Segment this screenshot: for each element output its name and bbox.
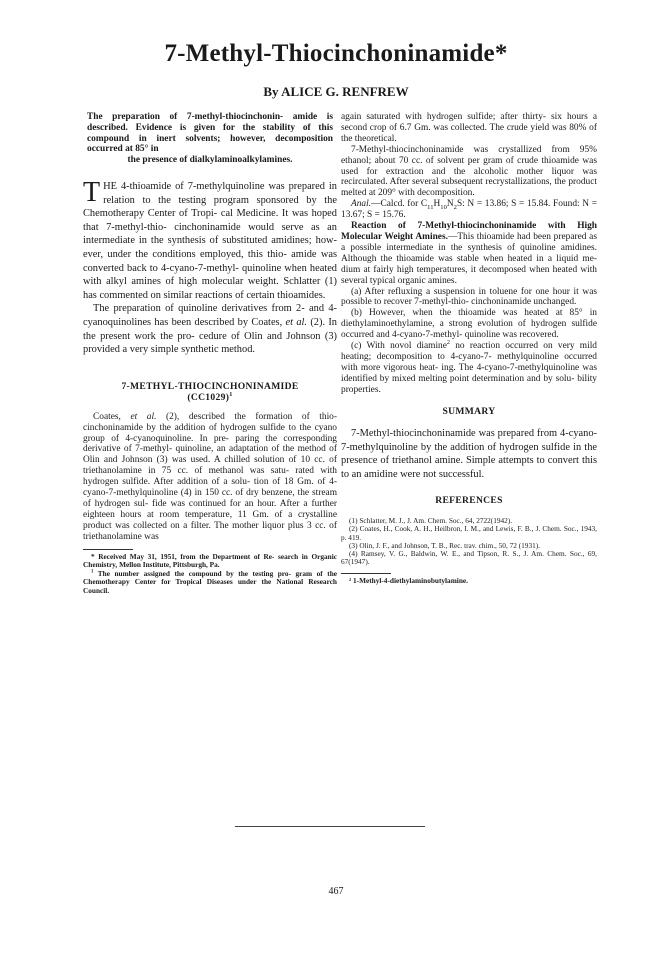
- reaction-item-c: [341, 341, 597, 396]
- abstract-text: The preparation of 7-methyl-thiocinchonin- amide is described. Evidence is given for the stability of this compound in inert solvents; however, decomposition occurred at 85° in: [87, 112, 333, 155]
- intro-paragraph-1: [83, 176, 337, 302]
- footnote-sup: 1: [91, 569, 94, 575]
- abstract-last-line: the presence of dialkylaminoalkylamines.: [127, 155, 293, 166]
- formula-sub-1: 11: [427, 204, 434, 212]
- analysis-text-a: —Calcd. for C: [371, 199, 428, 210]
- compound-code-sup: 1: [229, 391, 233, 399]
- crystallization-paragraph: 7-Methyl-thiocinchoninamide was crystallized from 95% ethanol; about 70 cc. of solvent per gram of crude thioamide was used for extraction and the alcoholic mother liquor was recirculated. After several subsequent recrystallizations, the product melted at 209° with decomposition.: [341, 144, 597, 199]
- footnote-diamine: ² 1-Methyl-4-diethylaminobutylamine.: [349, 575, 468, 585]
- reaction-item-b: [341, 308, 597, 341]
- footnote-compound-text: The number assigned the compound by the testing pro- gram of the Chemotherapy Center for Tropical Diseases under the National Research Council.: [83, 569, 337, 595]
- formula-sub-3: 2: [453, 204, 457, 212]
- article-author: By ALICE G. RENFREW: [263, 84, 409, 99]
- abstract: [87, 112, 333, 166]
- item-c-text-a: With novol diamine: [361, 341, 447, 352]
- right-column: [341, 112, 597, 585]
- yield-paragraph: again saturated with hydrogen sulfide; after thirty- six hours a second crop of 6.7 Gm. was collected. The crude yield was 80% of the theoretical.: [341, 112, 597, 144]
- formula-sub-2: 10: [440, 204, 447, 212]
- left-column: [83, 112, 337, 596]
- references-heading: REFERENCES: [435, 495, 503, 507]
- item-b-text: However, when the thioamide was heated at 85° in diethylaminoethylamine, a strong evolution of hydrogen sulfide occurred and 4-cyano-7-methyl- quinoline was recovered.: [341, 308, 597, 341]
- references-list: [341, 517, 597, 585]
- article-title: 7-Methyl-Thiocinchoninamide*: [164, 40, 508, 67]
- item-a-label: (a): [351, 286, 362, 297]
- method-paragraph: [83, 412, 337, 543]
- reference-item: (1) Schlatter, M. J., J. Am. Chem. Soc., 64, 2722(1942).: [349, 515, 513, 525]
- method-etal: et al.: [130, 411, 157, 422]
- summary-text: 7-Methyl-thiocinchoninamide was prepared from 4-cyano-7-methylquinoline by the addition of hydrogen sulfide in the presence of triethanol amine. Simple attempts to convert this to an amidine were not successful.: [341, 428, 597, 480]
- item-a-text: After refluxing a suspension in toluene for one hour it was possible to recover 7-methyl-thio- cinchoninamide unchanged.: [341, 286, 597, 308]
- footnote-compound-number: [83, 570, 337, 595]
- item-c-sup: 2: [446, 339, 450, 346]
- intro-smallcaps: HE: [103, 180, 117, 192]
- analysis-text-b: H: [433, 199, 441, 210]
- analysis-label: Anal.: [351, 199, 372, 210]
- references-footnote-rule: [341, 573, 391, 574]
- section-heading-code: [83, 392, 337, 404]
- reaction-item-a: [341, 287, 597, 309]
- method-text-b: (2), described the formation of thio- cinchoninamide by the addition of hydrogen sulfide to the cyano group of 4-cyanoquinoline. In pre- paring the corresponding derivative of 7-methyl- quinoline, an adaptation of the method of Olin and Johnson (3) was used. A chilled solution of 10 cc. of triethanolamine in 75 cc. of methanol was satu- rated with hydrogen sulfide. After addition of a solu- tion of 18 Gm. of 4-cyano-7-methylquinoline (4) in 150 cc. of dry benzene, the stream of hydrogen sul- fide was continued for an hour. After a further eighteen hours at room temperature, 11 Gm. of a crystalline product was collected on a filter. The mother liquor plus 3 cc. of triethanolamine was: [83, 411, 337, 542]
- page-number: 467: [328, 886, 344, 897]
- intro-text-1: 4-thioamide of 7-methylquinoline was prepared in relation to the testing program sponsored by the Chemotherapy Center of Tropi- cal Medicine. It was hoped that 7-methyl-thio- cinchoninamide would serve as an intermediate in the synthesis of substituted amidines; how- ever, under the conditions employed, this thio- amide was converted back to 4-cyano-7-methyl- quinoline when heated with alkyl amines of high molecular weight. Schlatter (1) has commented on similar reactions of certain thioamides.: [83, 180, 337, 301]
- reaction-paragraph: [341, 221, 597, 286]
- analysis-text-c: N: [446, 199, 454, 210]
- intro-text-2a: The preparation of quinoline derivatives from 2- and 4-cyanoquinolines has been described by Coates,: [83, 303, 337, 328]
- summary-heading: SUMMARY: [442, 405, 496, 417]
- reaction-text: —This thioamide had been prepared as a possible intermediate in the synthesis of quinoline amidines. Although the thioamide was stable when heated in a liquid me- dium at fairly high temperatures, it decomposed when heated with several typical organic amines.: [341, 231, 597, 286]
- section-heading: [83, 381, 337, 404]
- analysis-paragraph: [341, 199, 597, 221]
- method-text-a: Coates,: [93, 411, 131, 422]
- analysis-text-d: S: N = 13.86; S = 15.84. Found: N = 13.67; S = 15.76.: [341, 199, 597, 221]
- drop-cap: T: [83, 176, 101, 208]
- item-b-label: (b): [351, 308, 362, 319]
- intro-etal: et al.: [285, 316, 308, 328]
- item-c-label: (c): [351, 341, 362, 352]
- intro-paragraph-2: [83, 302, 337, 356]
- item-c-text-b: no reaction occurred on very mild heating; decomposition to 4-cyano-7- methylquinoline occurred with more vigorous heat- ing. The 4-cyano-7-methylquinoline was identified by mixed melting point determination and by solu- bility properties.: [341, 341, 597, 395]
- reference-item: (2) Coates, H., Cook, A. H., Heilbron, I. M., and Lewis, F. B., J. Chem. Soc., 1943, p. 419.: [341, 524, 597, 542]
- bottom-rule: [235, 826, 425, 827]
- reaction-heading: Reaction of 7-Methyl-thiocinchoninamide with High Molecular Weight Amines.: [341, 221, 597, 242]
- section-heading-title: 7-METHYL-THIOCINCHONINAMIDE: [121, 380, 299, 392]
- footnote-received: * Received May 31, 1951, from the Department of Re- search in Organic Chemistry, Mellon Institute, Pittsburgh, Pa.: [83, 551, 337, 569]
- reference-item: (3) Olin, J. F., and Johnson, T. B., Rec. trav. chim., 50, 72 (1931).: [349, 540, 541, 550]
- intro-text-2b: (2). In the present work the pro- cedure of Olin and Johnson (3) provided a very simple synthetic method.: [83, 316, 338, 356]
- footnote-rule: [83, 549, 133, 550]
- compound-code: (CC1029): [187, 392, 230, 404]
- reference-item: (4) Ramsey, V. G., Baldwin, W. E., and Tipson, R. S., J. Am. Chem. Soc., 69, 67(1947).: [341, 549, 597, 567]
